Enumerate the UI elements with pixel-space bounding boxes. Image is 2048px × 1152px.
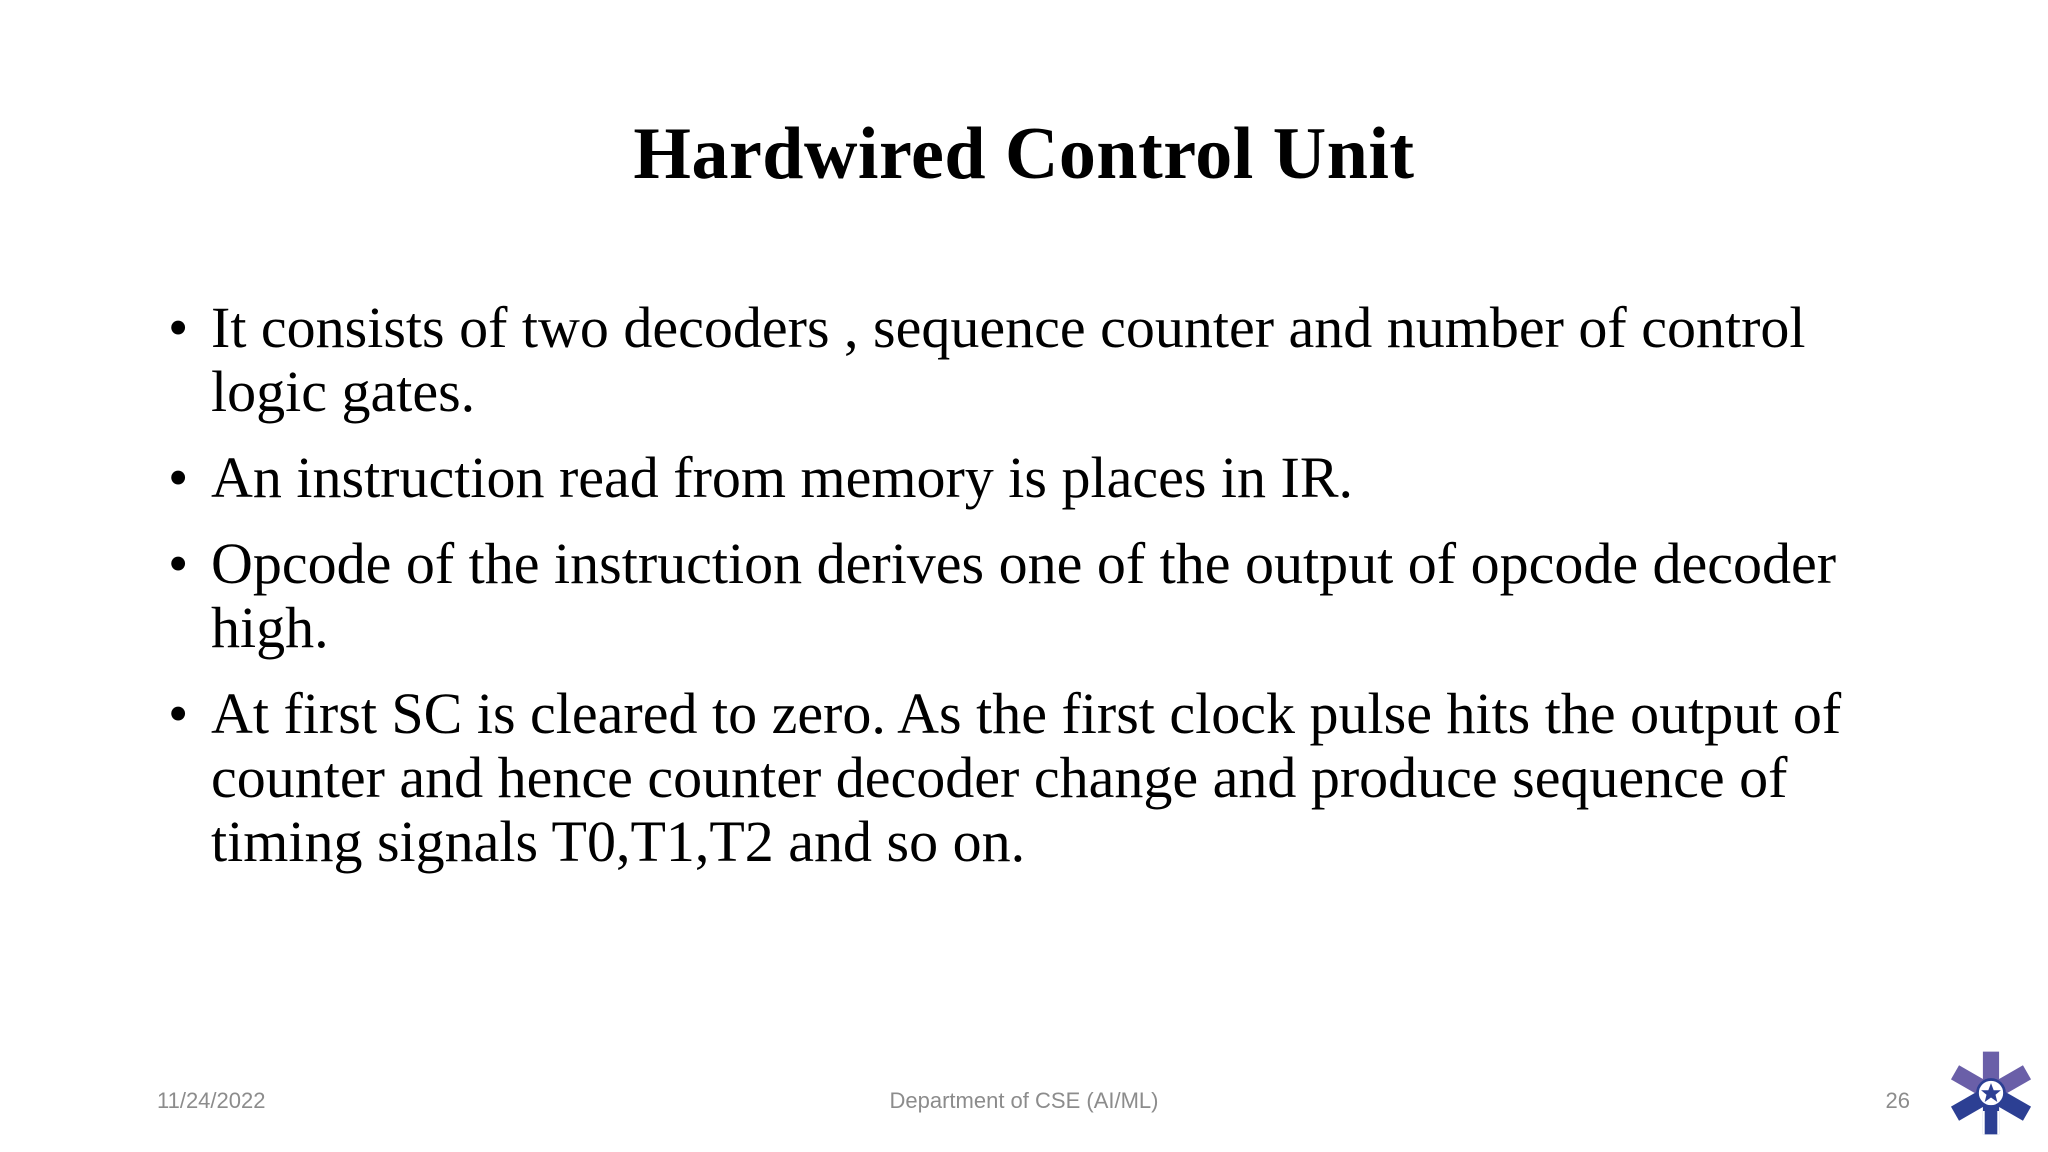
bullet-text: An instruction read from memory is places in IR.: [211, 445, 1354, 510]
bullet-text: Opcode of the instruction derives one of the output of opcode decoder high.: [211, 531, 1837, 660]
bullet-text: It consists of two decoders , sequence counter and number of control logic gates.: [211, 295, 1806, 424]
bullet-item: [168, 446, 1928, 510]
bullet-list: [168, 296, 1928, 896]
bullet-text: At first SC is cleared to zero. As the first clock pulse hits the output of counter and hence counter decoder change and produce sequence of timing signals T0,T1,T2 and so on.: [211, 681, 1842, 874]
bullet-marker: •: [168, 531, 189, 596]
institution-emblem-icon: [1946, 1048, 2036, 1138]
bullet-marker: •: [168, 681, 189, 746]
bullet-item: [168, 532, 1928, 660]
bullet-item: [168, 296, 1928, 424]
bullet-item: [168, 682, 1928, 874]
bullet-marker: •: [168, 445, 189, 510]
footer-date: 11/24/2022: [157, 1088, 266, 1113]
bullet-marker: •: [168, 295, 189, 360]
footer-page-number: 26: [1885, 1088, 1910, 1113]
footer-department: Department of CSE (AI/ML): [889, 1088, 1159, 1113]
slide-title: Hardwired Control Unit: [633, 113, 1415, 195]
